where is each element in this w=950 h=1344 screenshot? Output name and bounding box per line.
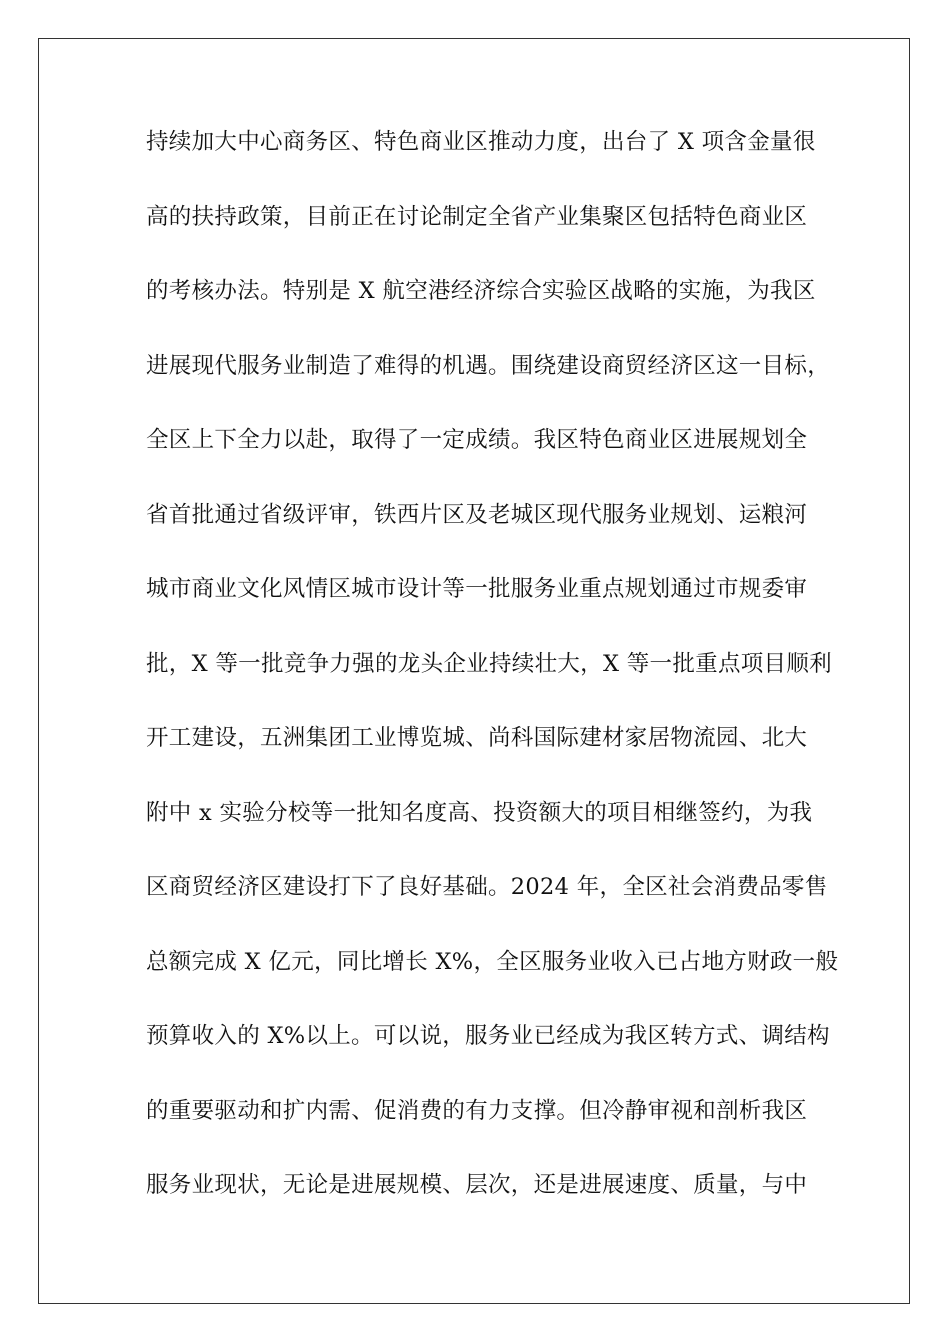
text-line: 开工建设，五洲集团工业博览城、尚科国际建材家居物流园、北大 <box>146 725 808 751</box>
text-line: 预算收入的 X%以上。可以说，服务业已经成为我区转方式、调结构 <box>146 1023 830 1049</box>
text-line: 的重要驱动和扩内需、促消费的有力支撑。但冷静审视和剖析我区 <box>146 1097 808 1124</box>
text-line: 附中 x 实验分校等一批知名度高、投资额大的项目相继签约，为我 <box>146 799 813 826</box>
text-line: 服务业现状，无论是进展规模、层次，还是进展速度、质量，与中 <box>146 1172 808 1198</box>
document-body <box>146 122 839 1240</box>
text-line: 的考核办法。特别是 X 航空港经济综合实验区战略的实施，为我区 <box>146 278 816 304</box>
text-line: 批，X 等一批竞争力强的龙头企业持续壮大，X 等一批重点项目顺利 <box>146 650 832 677</box>
text-line: 区商贸经济区建设打下了良好基础。2024 年，全区社会消费品零售 <box>146 874 828 900</box>
text-line: 省首批通过省级评审，铁西片区及老城区现代服务业规划、运粮河 <box>146 501 808 528</box>
text-line: 持续加大中心商务区、特色商业区推动力度，出台了 X 项含金量很 <box>146 129 816 155</box>
text-line: 进展现代服务业制造了难得的机遇。围绕建设商贸经济区这一目标， <box>146 352 831 379</box>
text-line: 城市商业文化风情区城市设计等一批服务业重点规划通过市规委审 <box>146 576 808 602</box>
text-line: 高的扶持政策，目前正在讨论制定全省产业集聚区包括特色商业区 <box>146 203 808 230</box>
text-line: 总额完成 X 亿元，同比增长 X%，全区服务业收入已占地方财政一般 <box>146 948 839 975</box>
text-line: 全区上下全力以赴，取得了一定成绩。我区特色商业区进展规划全 <box>146 427 808 453</box>
